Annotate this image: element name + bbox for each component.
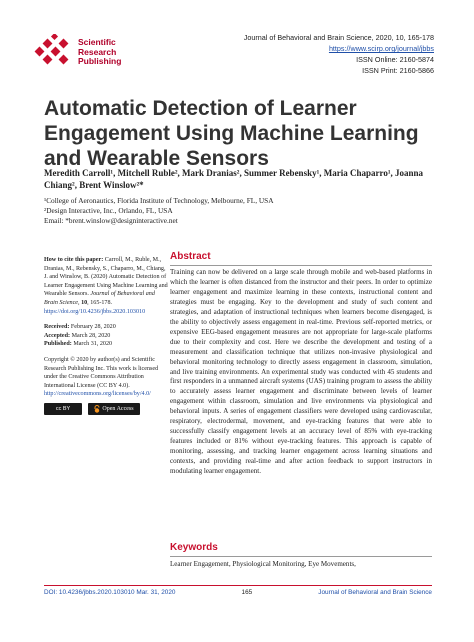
copyright-text: Copyright © 2020 by author(s) and Scientific Research Publishing Inc. This work is licensed under the Creative Commons Attribution International License (CC BY 4.0). bbox=[44, 356, 159, 389]
issn-print: ISSN Print: 2160-5866 bbox=[362, 66, 434, 75]
affiliation-1: ¹College of Aeronautics, Florida Institute of Technology, Melbourne, FL, USA bbox=[44, 196, 274, 205]
published-label: Published: bbox=[44, 341, 72, 348]
received-label: Received: bbox=[44, 324, 70, 331]
page-number: 165 bbox=[241, 589, 253, 596]
open-access-label: Open Access bbox=[102, 405, 134, 412]
keywords-heading: Keywords bbox=[170, 542, 432, 557]
open-access-icon bbox=[94, 405, 100, 413]
page-footer bbox=[44, 589, 432, 596]
footer-doi[interactable]: DOI: 10.4236/jbbs.2020.103010 Mar. 31, 2020 bbox=[44, 589, 176, 596]
dates-block bbox=[44, 323, 168, 349]
cite-label: How to cite this paper: bbox=[44, 257, 104, 263]
author-list: Meredith Carroll¹, Mitchell Ruble², Mark Dranias², Summer Rebensky¹, Maria Chaparro¹, Joanna Chiang², Brent Winslow²* bbox=[44, 168, 424, 190]
cc-license-icon[interactable]: cc BY bbox=[44, 403, 82, 415]
issn-online: ISSN Online: 2160-5874 bbox=[356, 55, 434, 64]
corresponding-email: Email: *brent.winslow@designinteractive.net bbox=[44, 216, 178, 225]
abstract-text: Training can now be delivered on a large scale through mobile and web-based platforms in which the learner is often distanced from the instructor and their peers. In order to optimize learner engagement and maximize learning in these contexts, instructional content and strategies must be engaging. Key to the development and study of such content and strategies, and adaptation of instructional techniques when learners become disengaged, is the ability to objectively assess engagement in real-time. Previous self-reported metrics, or expensive EEG-based engagement measures are not appropriate for large-scale platforms due to their complexity and cost. Here we describe the development and testing of a measurement and classification technique that utilizes non-invasive physiological and behavioral monitoring technology to directly assess engagement in classroom, simulation, and live training environments. An experimental study was conducted with 45 students and first responders in a unmanned aircraft systems (UAS) training program to assess the ability to accurately assess learner engagement and discriminate between levels of learner engagement within classroom, simulation and live environments via physiological and behavioral inputs. A series of engagement classifiers were developed using cardiovascular, respiratory, electrodermal, movement, and eye-tracking features that were able to successfully classify engagement levels at an accuracy level of 85% with eye-tracking features included or 81% without eye-tracking features. This approach is capable of monitoring, assessing, and tracking learner engagement across learning situations and contexts, and providing real-time and after action feedback to support instructors in modulating learner engagement. bbox=[170, 268, 432, 476]
copyright-block bbox=[44, 356, 168, 415]
article-title: Automatic Detection of Learner Engagement Using Machine Learning and Wearable Sensors bbox=[44, 97, 419, 170]
cite-journal: Journal of Behavioral and Brain Science, bbox=[44, 291, 155, 306]
publisher-logo-icon bbox=[34, 34, 74, 68]
citation-block bbox=[44, 256, 168, 316]
cite-text: Carroll, M., Ruble, M., Dranias, M., Rebensky, S., Chaparro, M., Chiang, J. and Winslow, B. (2020) Automatic Detection of Learner Engagement Using Machine Learning and Wearable Sensors. bbox=[44, 257, 168, 298]
cite-volume: 10 bbox=[81, 299, 88, 306]
footer-journal: Journal of Behavioral and Brain Science bbox=[318, 589, 432, 596]
footer-divider bbox=[44, 585, 432, 586]
journal-citation-line: Journal of Behavioral and Brain Science, 2020, 10, 165-178 bbox=[243, 33, 434, 42]
affiliations bbox=[44, 196, 444, 226]
accepted-date: March 28, 2020 bbox=[71, 332, 111, 339]
publisher-name: Scientific Research Publishing bbox=[78, 37, 122, 66]
article-sidebar bbox=[44, 256, 168, 422]
abstract-heading: Abstract bbox=[170, 251, 432, 266]
license-link[interactable]: http://creativecommons.org/licenses/by/4.0/ bbox=[44, 391, 151, 398]
keywords-text: Learner Engagement, Physiological Monitoring, Eye Movements, bbox=[170, 560, 356, 568]
cite-pages: , 165-178. bbox=[87, 299, 113, 306]
journal-url-link[interactable]: https://www.scirp.org/journal/jbbs bbox=[328, 44, 434, 53]
journal-info bbox=[244, 32, 434, 76]
accepted-label: Accepted: bbox=[44, 332, 71, 339]
cite-doi-link[interactable]: https://doi.org/10.4236/jbbs.2020.103010 bbox=[44, 308, 146, 315]
published-date: March 31, 2020 bbox=[73, 341, 113, 348]
received-date: February 28, 2020 bbox=[70, 324, 116, 331]
open-access-badge bbox=[88, 403, 140, 415]
affiliation-2: ²Design Interactive, Inc., Orlando, FL, USA bbox=[44, 206, 173, 215]
